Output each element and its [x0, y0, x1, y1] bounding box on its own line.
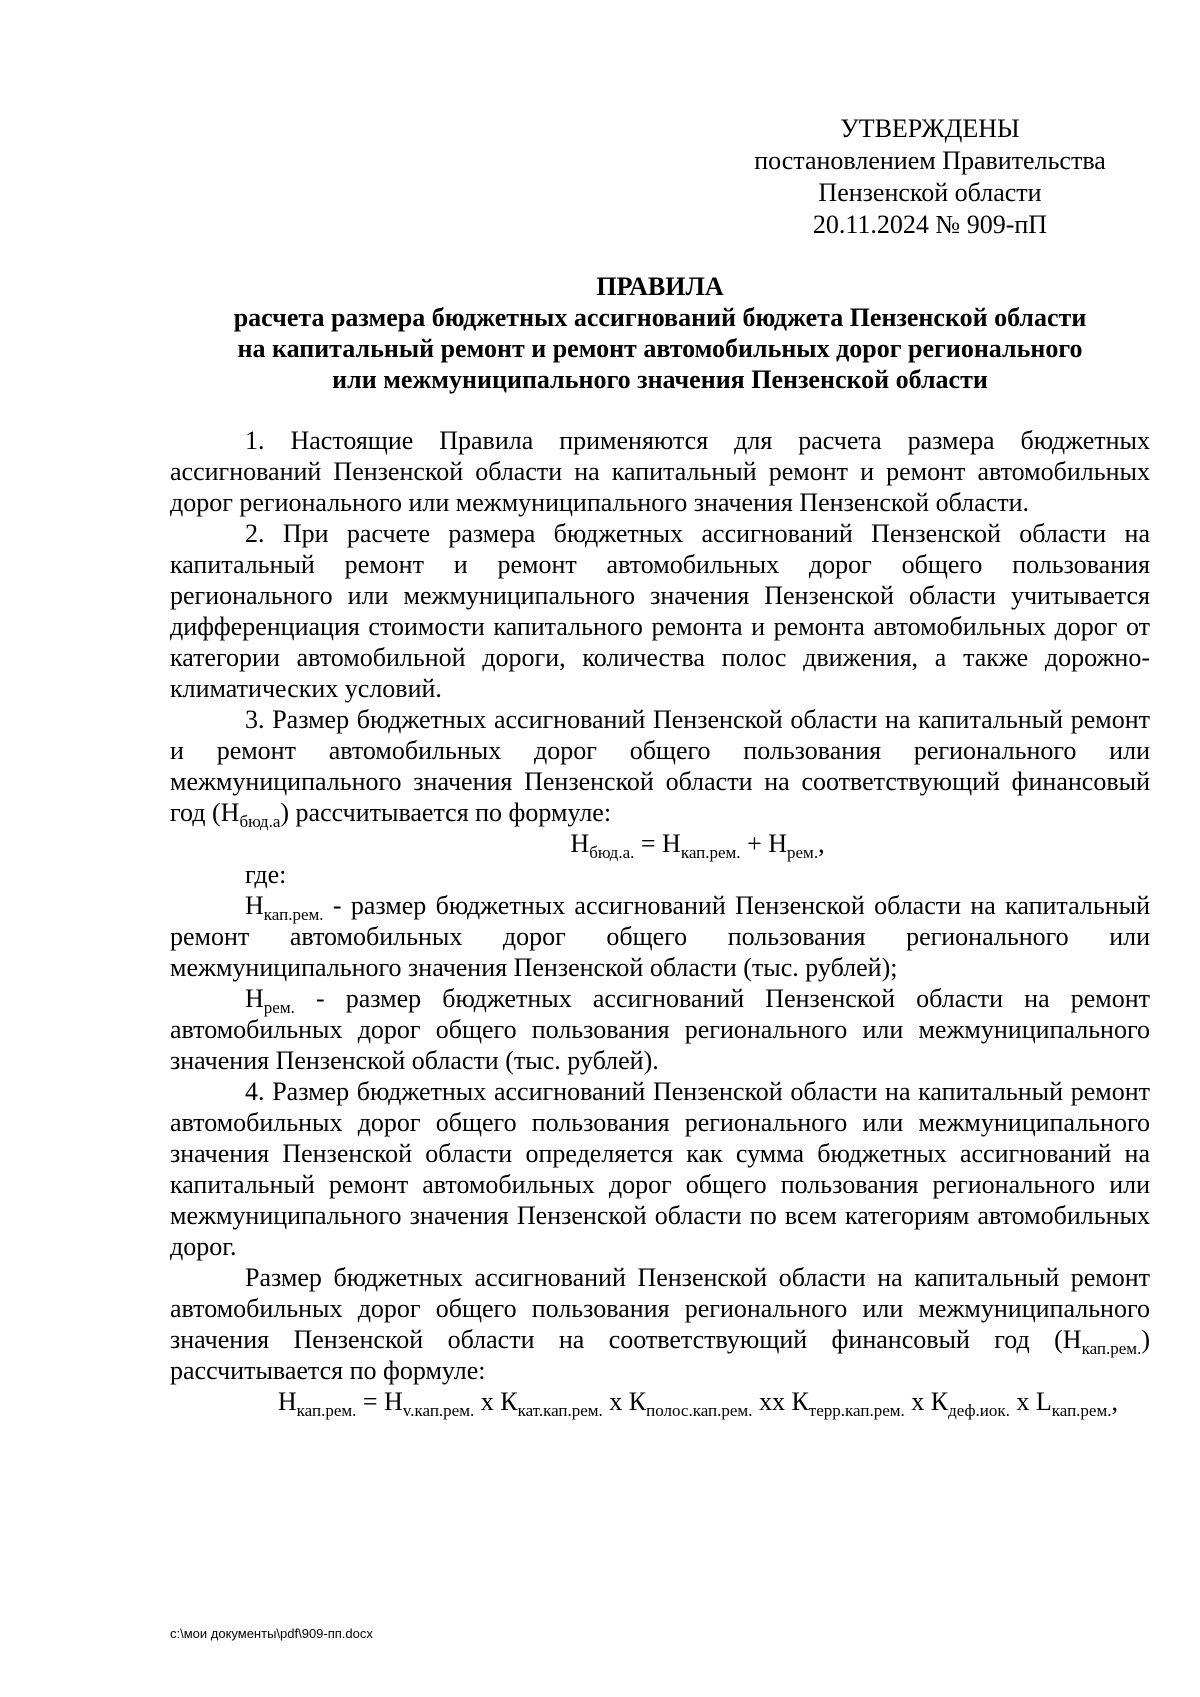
approval-line-4: 20.11.2024 № 909-пП: [812, 210, 1048, 239]
approval-stamp: [720, 113, 1140, 241]
title-line-1: расчета размера бюджетных ассигнований бюджета Пензенской области: [233, 303, 1087, 332]
approval-line-2: постановлением Правительства: [754, 146, 1106, 175]
where-label: где:: [245, 860, 287, 889]
formula-1: $Н_{бюд.а.} = Н_{кап.рем.} + Н_{рем.}$,: [570, 829, 825, 862]
title-heading: ПРАВИЛА: [596, 272, 724, 301]
document-title: [170, 271, 1150, 395]
definition-2: $Н_{рем.}$ - размер бюджетных ассигнований Пензенской области на ремонт автомобильных дорог общего пользования регионального или межмуниципального значения Пензенской области (тыс. рублей).: [170, 984, 1150, 1075]
paragraph-3: 3. Размер бюджетных ассигнований Пензенской области на капитальный ремонт и ремонт автомобильных дорог общего пользования регионального или межмуниципального значения Пензенской области на соответствующий финансовый год $(Н_{бюд.а})$ рассчитывается по формуле:: [170, 705, 1150, 831]
paragraph-2: 2. При расчете размера бюджетных ассигнований Пензенской области на капитальный ремонт и ремонт автомобильных дорог общего пользования регионального или межмуниципального значения Пензенской области учитывается дифференциация стоимости капитального ремонта и ремонта автомобильных дорог от категории автомобильной дороги, количества полос движения, а также дорожно-климатических условий.: [170, 519, 1150, 703]
approval-line-3: Пензенской области: [818, 178, 1042, 207]
title-line-3: или межмуниципального значения Пензенской области: [332, 365, 988, 394]
file-path-footer: c:\мои документы\pdf\909-пп.docx: [170, 1626, 373, 1641]
document-body: [170, 425, 1150, 1420]
formula-2: $Н_{кап.рем.} = Н_{v.кап.рем.}$ х $К_{кат.кап.рем.}$ х $К_{полос.кап.рем.}$ хх $К_{терр.кап.рем.}$ х $К_{деф.иок.}$ х $L_{кап.рем.}$,: [277, 1387, 1118, 1420]
definition-1: $Н_{кап.рем.}$ - размер бюджетных ассигнований Пензенской области на капитальный ремонт автомобильных дорог общего пользования регионального или межмуниципального значения Пензенской области (тыс. рублей);: [170, 891, 1150, 982]
paragraph-1: 1. Настоящие Правила применяются для расчета размера бюджетных ассигнований Пензенской области на капитальный ремонт и ремонт автомобильных дорог регионального или межмуниципального значения Пензенской области.: [170, 426, 1150, 517]
paragraph-4: 4. Размер бюджетных ассигнований Пензенской области на капитальный ремонт автомобильных дорог общего пользования регионального или межмуниципального значения Пензенской области определяется как сумма бюджетных ассигнований на капитальный ремонт автомобильных дорог общего пользования регионального или межмуниципального значения Пензенской области по всем категориям автомобильных дорог.: [170, 1077, 1150, 1261]
approval-line-1: УТВЕРЖДЕНЫ: [840, 114, 1020, 143]
paragraph-5: Размер бюджетных ассигнований Пензенской области на капитальный ремонт автомобильных дорог общего пользования регионального или межмуниципального значения Пензенской области на соответствующий финансовый год $(Н_{кап.рем.})$ рассчитывается по формуле:: [170, 1263, 1150, 1385]
title-line-2: на капитальный ремонт и ремонт автомобильных дорог регионального: [237, 334, 1083, 363]
